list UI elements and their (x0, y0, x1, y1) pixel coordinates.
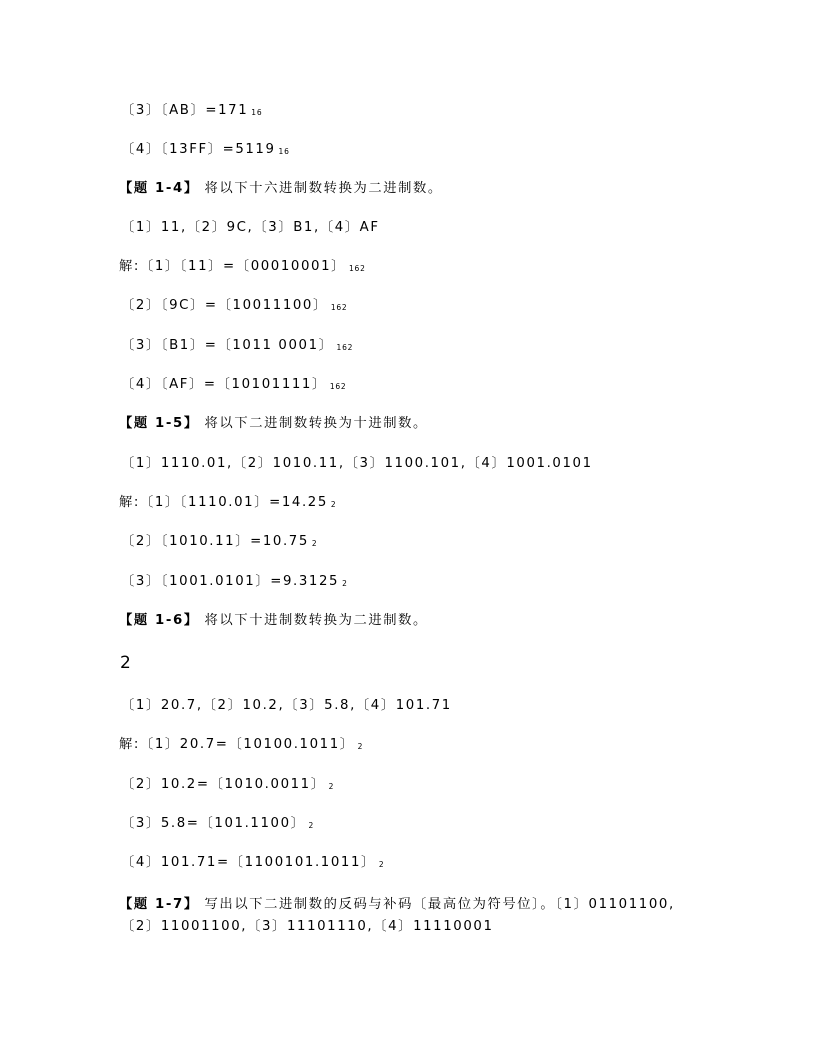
solution-line: 解:〔1〕20.7=〔10100.1011〕 2 (119, 737, 364, 752)
problem-heading: 【题 1-6】 将以下十进制数转换为二进制数。 (119, 613, 428, 628)
text-line: 〔1〕20.7,〔2〕10.2,〔3〕5.8,〔4〕101.71 (121, 698, 452, 713)
solution-line: 解:〔1〕〔1110.01〕=14.25 2 (119, 495, 337, 510)
problem-label: 【题 1-6】 (119, 613, 199, 628)
subscript: 2 (342, 579, 348, 588)
problem-heading: 【题 1-4】 将以下十六进制数转换为二进制数。 (119, 181, 443, 196)
text-line: 〔4〕101.71=〔1100101.1011〕 2 (121, 855, 385, 870)
text-line: 〔1〕11,〔2〕9C,〔3〕B1,〔4〕AF (121, 220, 380, 235)
page-number: 2 (120, 653, 131, 673)
subscript: 2 (330, 500, 337, 509)
subscript: 2 (378, 860, 385, 869)
solution-line: 解:〔1〕〔11〕=〔00010001〕 162 (119, 259, 366, 274)
text-line: 〔4〕〔13FF〕=5119 16 (121, 142, 290, 157)
problem-label: 【题 1-5】 (119, 416, 199, 431)
subscript: 2 (308, 821, 315, 830)
text-line: 〔3〕5.8=〔101.1100〕 2 (121, 816, 315, 831)
subscript: 162 (329, 382, 347, 391)
text-line: 〔2〕10.2=〔1010.0011〕 2 (121, 777, 335, 792)
subscript: 16 (278, 147, 290, 156)
text-line: 〔1〕1110.01,〔2〕1010.11,〔3〕1100.101,〔4〕1001.0101 (121, 456, 593, 471)
problem-heading: 【题 1-7】 写出以下二进制数的反码与补码〔最高位为符号位〕。〔1〕01101100, (119, 897, 675, 912)
subscript: 162 (330, 303, 348, 312)
problem-label: 【题 1-7】 (119, 897, 199, 912)
problem-heading: 【题 1-5】 将以下二进制数转换为十进制数。 (119, 416, 428, 431)
subscript: 2 (357, 742, 364, 751)
subscript: 162 (349, 264, 366, 273)
text-line: 〔3〕〔AB〕=171 16 (121, 103, 263, 118)
text-line: 〔3〕〔B1〕=〔1011 0001〕 162 (121, 338, 354, 353)
text-line: 〔2〕11001100,〔3〕11101110,〔4〕11110001 (121, 919, 494, 934)
subscript: 16 (251, 108, 263, 117)
subscript: 162 (336, 343, 354, 352)
problem-label: 【题 1-4】 (119, 181, 199, 196)
text-line: 〔2〕〔1010.11〕=10.75 2 (121, 534, 318, 549)
subscript: 2 (311, 539, 318, 548)
subscript: 2 (328, 782, 335, 791)
text-line: 〔2〕〔9C〕=〔10011100〕 162 (121, 298, 348, 313)
text-line: 〔3〕〔1001.0101〕=9.3125 2 (121, 574, 348, 589)
text-line: 〔4〕〔AF〕=〔10101111〕 162 (121, 377, 347, 392)
